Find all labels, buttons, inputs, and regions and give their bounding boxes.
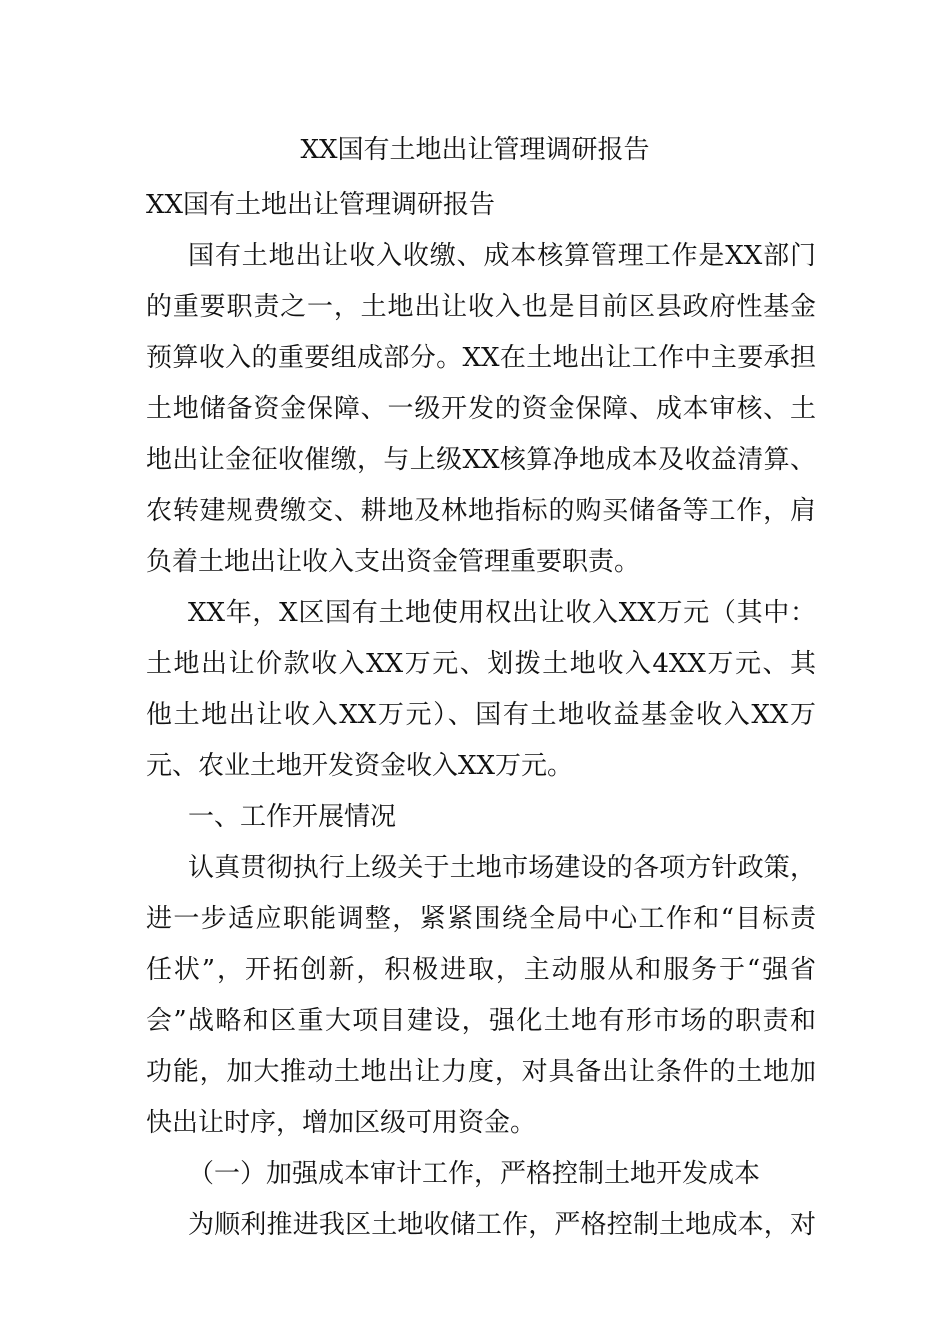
paragraph-cost-audit — [146, 1200, 816, 1251]
document-title: XX国有土地出让管理调研报告 — [300, 135, 650, 165]
section-heading-work-status: 一、工作开展情况 — [188, 802, 397, 832]
paragraph-work-status — [146, 843, 816, 1149]
paragraph-line: 认真贯彻执行上级关于土地市场建设的各项方针政策， — [188, 853, 816, 883]
paragraph-revenue-figures — [146, 588, 816, 792]
paragraph-line: 土地出让价款收入XX万元、划拨土地收入4XX万元、其 — [146, 649, 816, 679]
paragraph-line: 快出让时序，增加区级可用资金。 — [146, 1108, 537, 1138]
paragraph-line: 为顺利推进我区土地收储工作，严格控制土地成本，对 — [188, 1210, 816, 1240]
paragraph-line: XX年，X区国有土地使用权出让收入XX万元（其中： — [188, 598, 816, 628]
paragraph-line: 元、农业土地开发资金收入XX万元。 — [146, 751, 574, 781]
paragraph-line: 的重要职责之一，土地出让收入也是目前区县政府性基金 — [146, 292, 816, 322]
paragraph-line: 预算收入的重要组成部分。XX在土地出让工作中主要承担 — [146, 343, 816, 373]
paragraph-line: 会”战略和区重大项目建设，强化土地有形市场的职责和 — [146, 1006, 816, 1036]
paragraph-line: 国有土地出让收入收缴、成本核算管理工作是XX部门 — [188, 241, 816, 271]
paragraph-line: 农转建规费缴交、耕地及林地指标的购买储备等工作，肩 — [146, 496, 816, 526]
paragraph-line: 土地储备资金保障、一级开发的资金保障、成本审核、土 — [146, 394, 816, 424]
document-body — [146, 180, 816, 1251]
paragraph-line: 任状”，开拓创新，积极进取，主动服从和服务于“强省 — [146, 955, 816, 985]
paragraph-line: 负着土地出让收入支出资金管理重要职责。 — [146, 547, 641, 577]
paragraph-land-revenue-duties — [146, 231, 816, 588]
paragraph-line: 功能，加大推动土地出让力度，对具备出让条件的土地加 — [146, 1057, 816, 1087]
paragraph-line: 地出让金征收催缴，与上级XX核算净地成本及收益清算、 — [146, 445, 816, 475]
subsection-heading-cost-audit: （一）加强成本审计工作，严格控制土地开发成本 — [188, 1159, 761, 1189]
paragraph-line: 进一步适应职能调整，紧紧围绕全局中心工作和“目标责 — [146, 904, 816, 934]
document-subtitle: XX国有土地出让管理调研报告 — [146, 190, 496, 220]
paragraph-line: 他土地出让收入XX万元）、国有土地收益基金收入XX万 — [146, 700, 816, 730]
